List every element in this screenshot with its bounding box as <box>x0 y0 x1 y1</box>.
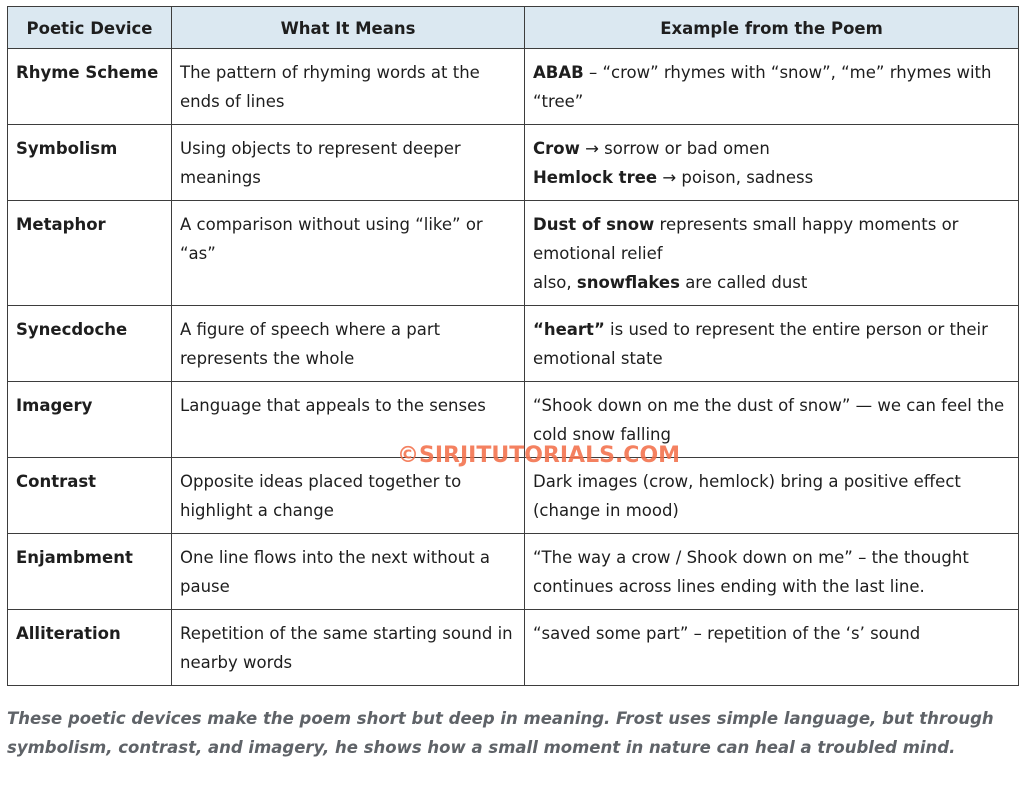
meaning-cell: A figure of speech where a part represents the whole <box>172 306 525 382</box>
example-emphasis: Crow <box>533 139 580 158</box>
header-poetic-device: Poetic Device <box>8 7 172 49</box>
example-line <box>533 134 1010 163</box>
device-cell: Enjambment <box>8 534 172 610</box>
example-emphasis: “heart” <box>533 320 605 339</box>
table-row <box>8 534 1019 610</box>
meaning-cell: Opposite ideas placed together to highlight a change <box>172 458 525 534</box>
table-row <box>8 382 1019 458</box>
example-cell <box>525 382 1019 458</box>
meaning-cell: Using objects to represent deeper meanings <box>172 125 525 201</box>
example-line <box>533 268 1010 297</box>
header-what-it-means: What It Means <box>172 7 525 49</box>
device-cell: Rhyme Scheme <box>8 49 172 125</box>
example-cell <box>525 458 1019 534</box>
example-line <box>533 619 1010 648</box>
closing-paragraph: These poetic devices make the poem short but deep in meaning. Frost uses simple language, but through symbolism, contrast, and imagery, he shows how a small moment in nature can heal a troubled mind. <box>7 709 994 757</box>
table-body <box>8 49 1019 686</box>
meaning-cell: A comparison without using “like” or “as” <box>172 201 525 306</box>
example-cell <box>525 534 1019 610</box>
example-cell <box>525 610 1019 686</box>
example-text: “saved some part” – repetition of the ‘s’ sound <box>533 624 921 643</box>
example-line <box>533 58 1010 116</box>
table-row <box>8 125 1019 201</box>
device-cell: Alliteration <box>8 610 172 686</box>
table-row <box>8 458 1019 534</box>
example-text: → sorrow or bad omen <box>579 139 770 158</box>
example-line <box>533 163 1010 192</box>
meaning-cell: Repetition of the same starting sound in nearby words <box>172 610 525 686</box>
example-text: Dark images (crow, hemlock) bring a positive effect (change in mood) <box>533 472 961 520</box>
example-line <box>533 543 1010 601</box>
example-text: is used to represent the entire person or their emotional state <box>533 320 988 368</box>
table-row <box>8 201 1019 306</box>
device-cell: Symbolism <box>8 125 172 201</box>
table-header-row <box>8 7 1019 49</box>
device-cell: Contrast <box>8 458 172 534</box>
example-line <box>533 467 1010 525</box>
example-text: represents small happy moments or emotional relief <box>533 215 959 263</box>
example-line <box>533 391 1010 449</box>
example-line <box>533 210 1010 268</box>
example-emphasis: snowflakes <box>576 273 680 292</box>
meaning-cell: Language that appeals to the senses <box>172 382 525 458</box>
table-row <box>8 49 1019 125</box>
example-text: “Shook down on me the dust of snow” — we can feel the cold snow falling <box>533 396 1005 444</box>
example-emphasis: Dust of snow <box>533 215 655 234</box>
device-cell: Synecdoche <box>8 306 172 382</box>
meaning-cell: One line flows into the next without a pause <box>172 534 525 610</box>
example-cell <box>525 125 1019 201</box>
example-emphasis: ABAB <box>533 63 584 82</box>
device-cell: Metaphor <box>8 201 172 306</box>
header-example: Example from the Poem <box>525 7 1019 49</box>
example-text: also, <box>533 273 577 292</box>
example-cell <box>525 49 1019 125</box>
meaning-cell: The pattern of rhyming words at the ends of lines <box>172 49 525 125</box>
table-row <box>8 610 1019 686</box>
table-row <box>8 306 1019 382</box>
example-cell <box>525 201 1019 306</box>
poetic-devices-table <box>7 6 1019 686</box>
watermark: ©SIRJITUTORIALS.COM <box>397 443 681 468</box>
example-text: → poison, sadness <box>657 168 814 187</box>
example-text: “The way a crow / Shook down on me” – the thought continues across lines ending with the last line. <box>533 548 969 596</box>
example-emphasis: Hemlock tree <box>533 168 658 187</box>
example-text: are called dust <box>679 273 808 292</box>
example-cell <box>525 306 1019 382</box>
device-cell: Imagery <box>8 382 172 458</box>
example-text: – “crow” rhymes with “snow”, “me” rhymes with “tree” <box>533 63 992 111</box>
example-line <box>533 315 1010 373</box>
